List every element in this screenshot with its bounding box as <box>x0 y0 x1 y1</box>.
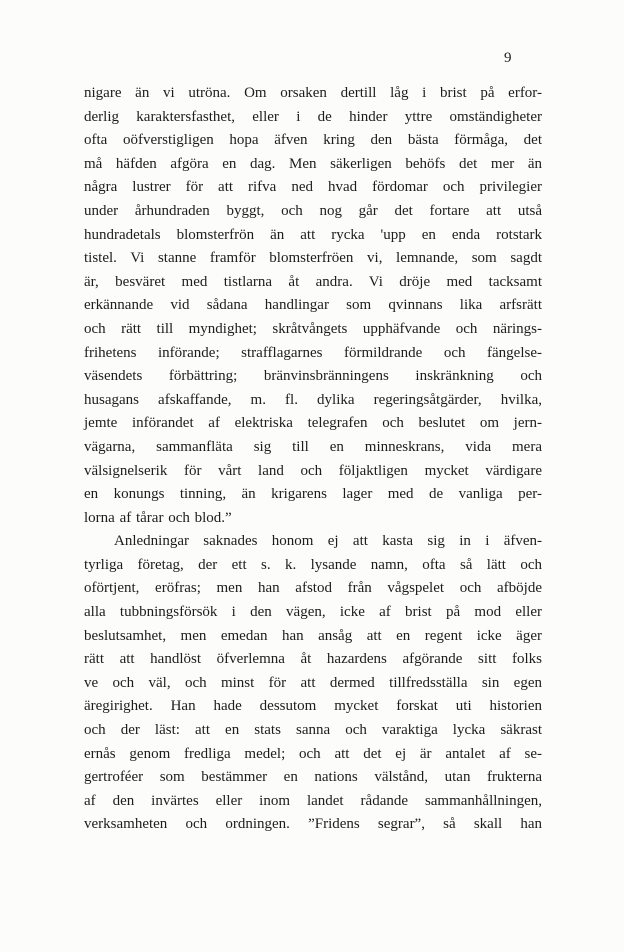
text-line: tyrliga företag, der ett s. k. lysande namn, ofta så lätt och <box>84 556 542 573</box>
text-line: hundradetals blomsterfrön än att rycka 'upp en enda rotstark <box>84 226 542 243</box>
text-line: äregirighet. Han hade dessutom mycket forskat uti historien <box>84 698 542 715</box>
text-line: under århundraden byggt, och nog går det fortare att utså <box>84 202 542 219</box>
text-line: rätt att handlöst öfverlemna åt hazardens afgörande sitt folks <box>84 651 542 668</box>
paragraph <box>84 82 542 530</box>
text-line: tistel. Vi stanne framför blomsterfröen vi, lemnande, som sagdt <box>84 250 542 267</box>
text-line: må häfden afgöra en dag. Men säkerligen behöfs det mer än <box>84 155 542 172</box>
text-line: väsendets förbättring; bränvinsbränningens inskränkning och <box>84 368 542 385</box>
text-block <box>84 82 542 837</box>
text-line: alla tubbningsförsök i den vägen, icke af brist på mod eller <box>84 604 542 621</box>
text-line: en konungs tinning, än krigarens lager med de vanliga per- <box>84 486 542 503</box>
text-line: lorna af tårar och blod.” <box>84 509 232 526</box>
text-line: några lustrer för att rifva ned hvad fördomar och privilegier <box>84 179 542 196</box>
text-line: beslutsamhet, men emedan han ansåg att en regent icke äger <box>84 627 542 644</box>
text-line: husagans afskaffande, m. fl. dylika regeringsåtgärder, hvilka, <box>84 391 542 408</box>
text-line: och rätt till myndighet; skråtvångets upphäfvande och närings- <box>84 320 542 337</box>
text-line: nigare än vi utröna. Om orsaken dertill låg i brist på erfor- <box>84 85 542 101</box>
page-number: 9 <box>504 50 512 66</box>
text-line: verksamheten och ordningen. ”Fridens segrar”, så skall han <box>84 816 542 833</box>
text-line: frihetens införande; strafflagarnes förmildrande och fängelse- <box>84 344 542 361</box>
text-line: och der läst: att en stats sanna och varaktiga lycka säkrast <box>84 722 542 739</box>
text-line: oförtjent, eröfras; men han afstod från vågspelet och afböjde <box>84 580 542 597</box>
text-line: ve och väl, och minst för att dermed tillfredsställa sin egen <box>84 674 542 691</box>
text-line: jemte införandet af elektriska telegrafen och beslutet om jern- <box>84 415 542 432</box>
paragraph <box>84 530 542 837</box>
text-line: ernås genom fredliga medel; och att det ej är antalet af se- <box>84 745 542 762</box>
text-line: välsignelserik för vårt land och följaktligen mycket värdigare <box>84 462 542 479</box>
text-line: Anledningar saknades honom ej att kasta sig in i äfven- <box>114 533 542 550</box>
text-line: derlig karaktersfasthet, eller i de hinder yttre omständigheter <box>84 108 542 125</box>
text-line: vägarna, sammanfläta sig till en minneskrans, vida mera <box>84 438 542 455</box>
text-line: är, besväret med tistlarna åt andra. Vi dröje med tacksamt <box>84 273 542 290</box>
text-line: af den invärtes eller inom landet rådande sammanhållningen, <box>84 792 542 809</box>
text-line: erkännande vid sådana handlingar som qvinnans lika arfsrätt <box>84 297 542 314</box>
text-line: gertroféer som bestämmer en nations välstånd, utan frukterna <box>84 769 542 786</box>
text-line: ofta oöfverstigligen hopa äfven kring den bästa förmåga, det <box>84 132 542 149</box>
